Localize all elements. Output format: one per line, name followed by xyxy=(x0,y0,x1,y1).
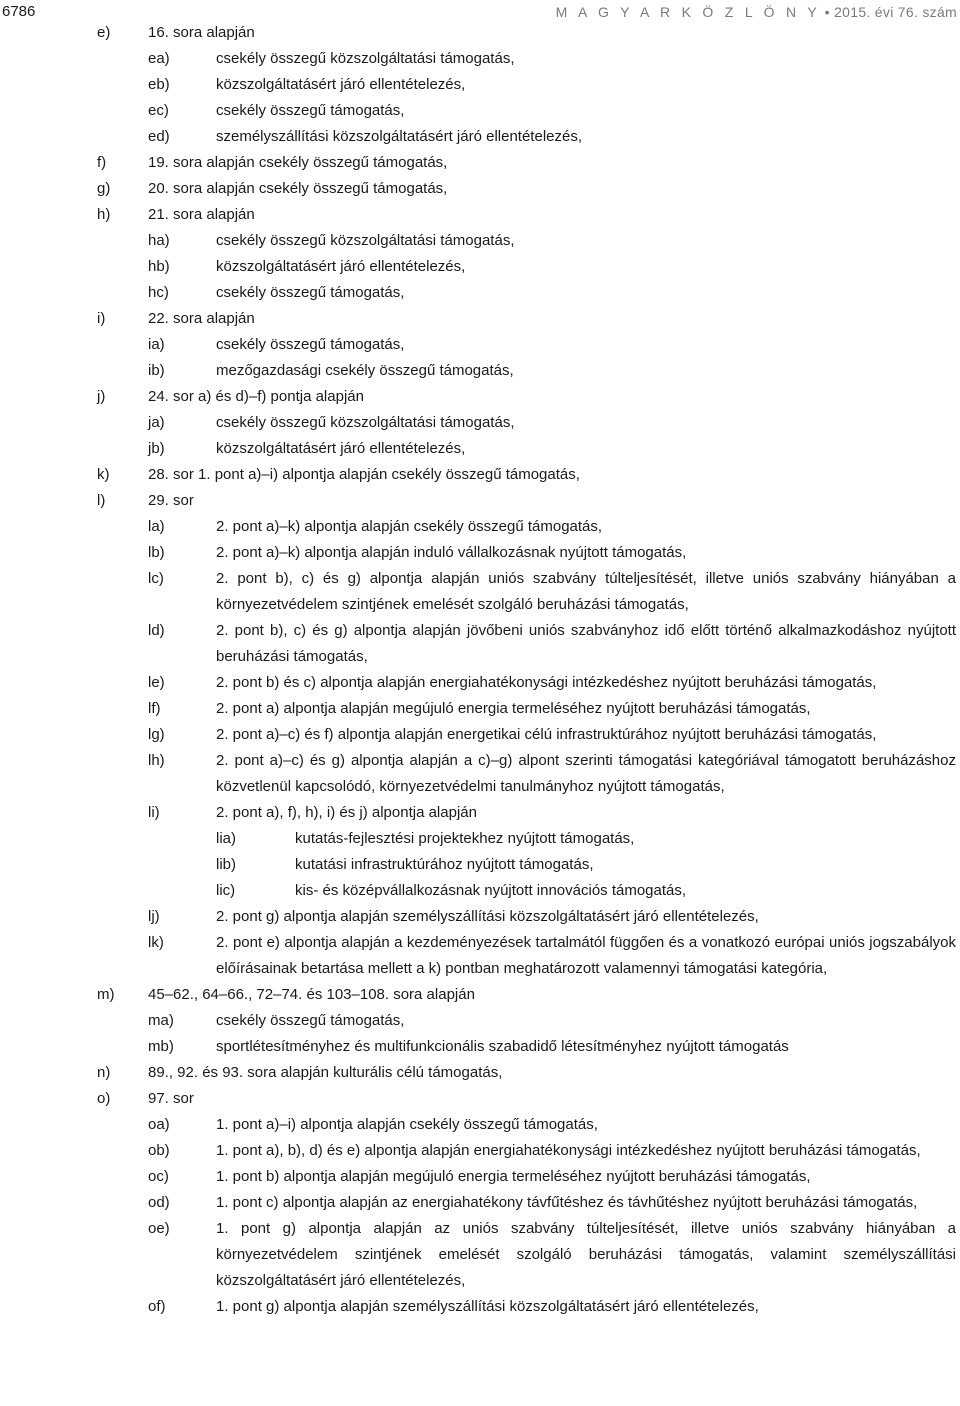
list-item-text: közszolgáltatásért járó ellentételezés, xyxy=(216,76,466,93)
list-item-text: 28. sor 1. pont a)–i) alpontja alapján csekély összegű támogatás, xyxy=(148,466,580,483)
list-item xyxy=(0,306,960,332)
list-item-label: la) xyxy=(148,518,165,535)
list-item-text: 1. pont c) alpontja alapján az energiahatékony távfűtéshez és távhűtéshez nyújtott beruházási támogatás, xyxy=(216,1194,918,1211)
list-item xyxy=(0,696,960,722)
list-item-label: ha) xyxy=(148,232,170,249)
list-item-text: 29. sor xyxy=(148,492,194,509)
list-item-label: mb) xyxy=(148,1038,174,1055)
list-item xyxy=(0,98,960,124)
list-item xyxy=(0,566,960,618)
list-item-label: oe) xyxy=(148,1220,170,1237)
list-item xyxy=(0,410,960,436)
list-item-text: 20. sora alapján csekély összegű támogatás, xyxy=(148,180,448,197)
list-item-label: e) xyxy=(97,24,111,41)
list-item xyxy=(0,332,960,358)
list-item xyxy=(0,670,960,696)
list-item xyxy=(0,1190,960,1216)
list-item-text: 89., 92. és 93. sora alapján kulturális célú támogatás, xyxy=(148,1064,503,1081)
list-item-label: ia) xyxy=(148,336,165,353)
list-item-text: 24. sor a) és d)–f) pontja alapján xyxy=(148,388,364,405)
list-item-text: 2. pont a)–c) és f) alpontja alapján energetikai célú infrastruktúrához nyújtott beruházási támogatás, xyxy=(216,726,877,743)
issue-label: 2015. évi 76. szám xyxy=(834,4,957,20)
header-bullet: • xyxy=(824,4,830,20)
list-item-text: 22. sora alapján xyxy=(148,310,255,327)
list-item-label: jb) xyxy=(148,440,165,457)
list-item xyxy=(0,254,960,280)
list-item-text: 2. pont a), f), h), i) és j) alpontja alapján xyxy=(216,804,477,821)
list-item-label: lf) xyxy=(148,700,161,717)
list-item xyxy=(0,462,960,488)
list-item-label: k) xyxy=(97,466,110,483)
list-item-text: 1. pont a), b), d) és e) alpontja alapján energiahatékonysági intézkedéshez nyújtott beruházási támogatás, xyxy=(216,1142,921,1159)
list-item xyxy=(0,20,960,46)
list-item xyxy=(0,826,960,852)
list-item-text: közszolgáltatásért járó ellentételezés, xyxy=(216,258,466,275)
list-item xyxy=(0,852,960,878)
list-item-label: of) xyxy=(148,1298,166,1315)
list-item-text: 2. pont a)–k) alpontja alapján induló vállalkozásnak nyújtott támogatás, xyxy=(216,544,687,561)
list-item-label: lic) xyxy=(216,882,236,899)
list-item xyxy=(0,202,960,228)
list-item-label: ea) xyxy=(148,50,170,67)
list-item xyxy=(0,228,960,254)
list-item-text: 97. sor xyxy=(148,1090,194,1107)
list-item-label: m) xyxy=(97,986,115,1003)
list-item xyxy=(0,1086,960,1112)
list-item-label: lb) xyxy=(148,544,165,561)
list-item xyxy=(0,1164,960,1190)
list-item xyxy=(0,150,960,176)
list-item-text: 1. pont g) alpontja alapján személyszállítási közszolgáltatásért járó ellentételezés, xyxy=(216,1298,759,1315)
list-item-text: 1. pont b) alpontja alapján megújuló energia termeléséhez nyújtott beruházási támogatás, xyxy=(216,1168,811,1185)
list-item-text: közszolgáltatásért járó ellentételezés, xyxy=(216,440,466,457)
list-item-label: j) xyxy=(97,388,106,405)
list-item-text: csekély összegű támogatás, xyxy=(216,102,405,119)
list-item-text: csekély összegű közszolgáltatási támogatás, xyxy=(216,414,515,431)
list-item-text: 2. pont b) és c) alpontja alapján energiahatékonysági intézkedéshez nyújtott beruházási támogatás, xyxy=(216,674,877,691)
list-item-text: csekély összegű támogatás, xyxy=(216,336,405,353)
list-item-text: csekély összegű támogatás, xyxy=(216,284,405,301)
list-item xyxy=(0,72,960,98)
list-item-label: hb) xyxy=(148,258,170,275)
list-item-text: 2. pont b), c) és g) alpontja alapján uniós szabvány túlteljesítését, illetve uniós szabvány hiányában a környezetvédelem szintjének emelését szolgáló beruházási támogatás, xyxy=(216,570,956,613)
list-item xyxy=(0,1034,960,1060)
list-item-label: f) xyxy=(97,154,107,171)
list-item-label: i) xyxy=(97,310,106,327)
list-item-text: 1. pont g) alpontja alapján az uniós szabvány túlteljesítését, illetve uniós szabvány hiányában a környezetvédelem szintjének emelését szolgáló beruházási támogatás, valamint személyszállítási közszolgáltatásért járó ellentételezés, xyxy=(216,1220,956,1289)
list-item xyxy=(0,280,960,306)
list-item-text: 2. pont e) alpontja alapján a kezdeményezések tartalmától függően és a vonatkozó európai uniós jogszabályok előírásainak betartása mellett a k) pontban meghatározott valamennyi támogatási kategória, xyxy=(216,934,956,977)
list-item xyxy=(0,800,960,826)
list-item xyxy=(0,904,960,930)
list-item xyxy=(0,124,960,150)
list-item-label: ma) xyxy=(148,1012,174,1029)
list-item xyxy=(0,358,960,384)
list-item-label: n) xyxy=(97,1064,111,1081)
list-item xyxy=(0,1112,960,1138)
list-item xyxy=(0,1060,960,1086)
list-item xyxy=(0,436,960,462)
list-item-text: kis- és középvállalkozásnak nyújtott innovációs támogatás, xyxy=(295,882,687,899)
list-item-label: g) xyxy=(97,180,111,197)
list-item xyxy=(0,176,960,202)
list-item xyxy=(0,748,960,800)
list-item xyxy=(0,514,960,540)
list-item-label: le) xyxy=(148,674,165,691)
list-item-text: 2. pont g) alpontja alapján személyszállítási közszolgáltatásért járó ellentételezés, xyxy=(216,908,759,925)
list-item xyxy=(0,1216,960,1294)
list-item xyxy=(0,384,960,410)
journal-title: M A G Y A R K Ö Z L Ö N Y xyxy=(555,4,821,20)
list-item-label: o) xyxy=(97,1090,111,1107)
list-item-label: lg) xyxy=(148,726,165,743)
list-item-label: eb) xyxy=(148,76,170,93)
list-item-label: lc) xyxy=(148,570,164,587)
list-item-label: ib) xyxy=(148,362,165,379)
list-item xyxy=(0,1294,960,1320)
list-item-label: lib) xyxy=(216,856,237,873)
list-item-label: h) xyxy=(97,206,111,223)
list-item xyxy=(0,930,960,982)
list-item-text: sportlétesítményhez és multifunkcionális szabadidő létesítményhez nyújtott támogatás xyxy=(216,1038,789,1055)
list-item-label: li) xyxy=(148,804,160,821)
list-item-label: ed) xyxy=(148,128,170,145)
list-item-label: ob) xyxy=(148,1142,170,1159)
list-item-text: 21. sora alapján xyxy=(148,206,255,223)
list-item xyxy=(0,722,960,748)
page-number: 6786 xyxy=(2,3,36,20)
list-item-label: ld) xyxy=(148,622,165,639)
list-item-text: 2. pont a) alpontja alapján megújuló energia termeléséhez nyújtott beruházási támogatás, xyxy=(216,700,811,717)
list-item xyxy=(0,618,960,670)
list-item-text: 19. sora alapján csekély összegű támogatás, xyxy=(148,154,448,171)
list-item-text: csekély összegű közszolgáltatási támogatás, xyxy=(216,50,515,67)
list-item xyxy=(0,1138,960,1164)
list-item-label: ec) xyxy=(148,102,169,119)
list-item-text: mezőgazdasági csekély összegű támogatás, xyxy=(216,362,514,379)
list-item-label: lk) xyxy=(148,934,164,951)
list-item xyxy=(0,540,960,566)
list-item-label: oc) xyxy=(148,1168,169,1185)
list-item-label: l) xyxy=(97,492,106,509)
list-item-text: kutatási infrastruktúrához nyújtott támogatás, xyxy=(295,856,594,873)
list-item-text: csekély összegű közszolgáltatási támogatás, xyxy=(216,232,515,249)
list-item-label: ja) xyxy=(148,414,165,431)
list-item-text: csekély összegű támogatás, xyxy=(216,1012,405,1029)
list-item xyxy=(0,982,960,1008)
document-body xyxy=(0,20,960,1320)
list-item-label: hc) xyxy=(148,284,169,301)
list-item xyxy=(0,488,960,514)
list-item-label: od) xyxy=(148,1194,170,1211)
list-item-label: lj) xyxy=(148,908,160,925)
list-item-text: személyszállítási közszolgáltatásért járó ellentételezés, xyxy=(216,128,582,145)
list-item xyxy=(0,878,960,904)
list-item xyxy=(0,46,960,72)
list-item-text: 45–62., 64–66., 72–74. és 103–108. sora alapján xyxy=(148,986,475,1003)
list-item-text: 1. pont a)–i) alpontja alapján csekély összegű támogatás, xyxy=(216,1116,598,1133)
list-item-text: 2. pont a)–k) alpontja alapján csekély összegű támogatás, xyxy=(216,518,603,535)
list-item-text: 2. pont a)–c) és g) alpontja alapján a c)–g) alpont szerinti támogatási kategóriával támogatott beruházáshoz közvetlenül kapcsolódó, környezetvédelmi tanulmányhoz nyújtott támogatás, xyxy=(216,752,956,795)
list-item-text: 2. pont b), c) és g) alpontja alapján jövőbeni uniós szabványhoz idő előtt történő alkalmazkodáshoz nyújtott beruházási támogatás, xyxy=(216,622,956,665)
list-item-text: 16. sora alapján xyxy=(148,24,255,41)
list-item xyxy=(0,1008,960,1034)
list-item-label: lh) xyxy=(148,752,165,769)
list-item-label: oa) xyxy=(148,1116,170,1133)
list-item-label: lia) xyxy=(216,830,237,847)
list-item-text: kutatás-fejlesztési projektekhez nyújtott támogatás, xyxy=(295,830,635,847)
